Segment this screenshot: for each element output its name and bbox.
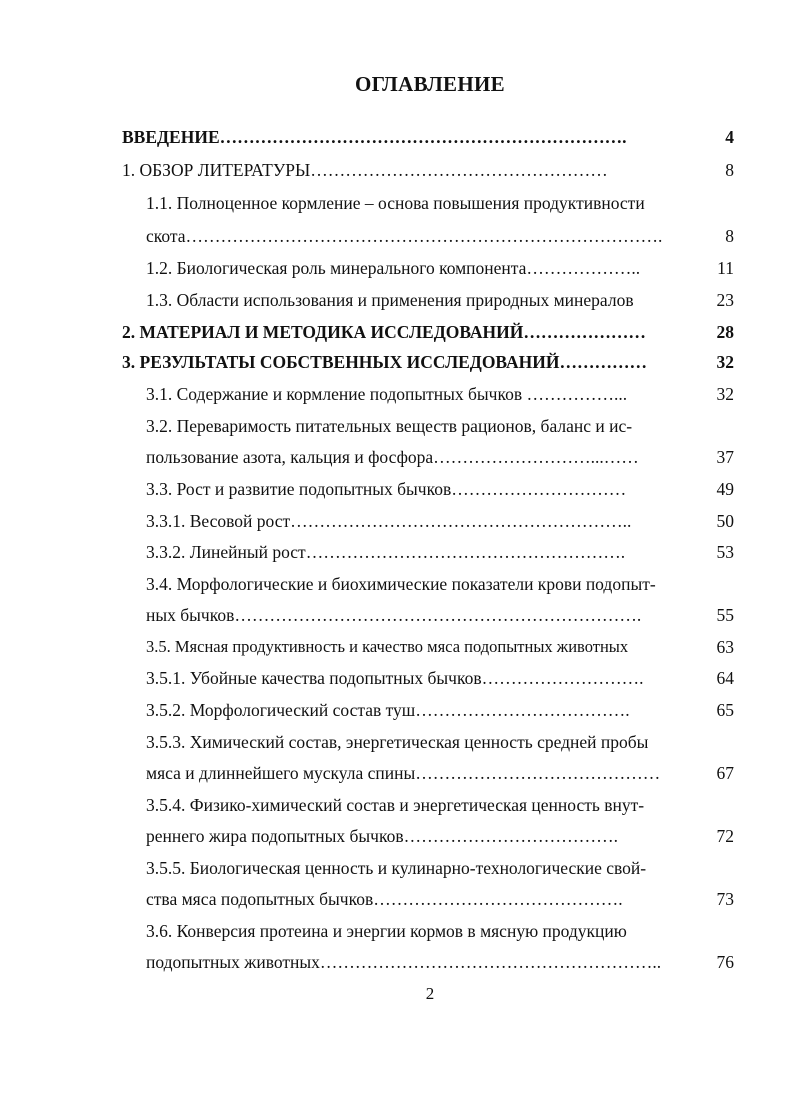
toc-entry-text: 3.5.3. Химический состав, энергетическая ценность средней пробы	[146, 732, 649, 752]
toc-entry-text: пользование азота, кальция и фосфора………………………...……	[146, 447, 639, 467]
toc-entry-text: ства мяса подопытных бычков…………………………………….	[146, 889, 623, 909]
toc-entry-text: 1. ОБЗОР ЛИТЕРАТУРЫ……………………………………………	[122, 160, 608, 180]
toc-entry-text: скота……………………………………………………………………….	[146, 226, 663, 246]
toc-entry-page: 23	[716, 290, 734, 310]
toc-entry-text: 3.5.5. Биологическая ценность и кулинарно-технологические свой-	[146, 858, 647, 878]
toc-entry-text: 3.6. Конверсия протеина и энергии кормов в мясную продукцию	[146, 921, 627, 941]
toc-entry-text: 3.5.4. Физико-химический состав и энергетическая ценность внут-	[146, 795, 645, 815]
toc-entry-page: 50	[716, 511, 734, 531]
toc-entry-text: ВВЕДЕНИЕ…………………………………………………………….	[122, 127, 627, 147]
toc-entry-page: 8	[725, 160, 734, 180]
toc-entry-page: 55	[716, 605, 734, 625]
page-title: ОГЛАВЛЕНИЕ	[355, 72, 505, 96]
toc-entry-text: 1.3. Области использования и применения природных минералов	[146, 290, 634, 310]
toc-entry-text: 3.3.2. Линейный рост……………………………………………….	[146, 542, 626, 562]
toc-entry-text: 3.2. Переваримость питательных веществ рационов, баланс и ис-	[146, 416, 633, 436]
toc-entry-page: 67	[716, 763, 734, 783]
toc-entry-text: 3.5. Мясная продуктивность и качество мяса подопытных животных	[146, 637, 629, 656]
toc-entry-page: 76	[716, 952, 734, 972]
toc-entry-text: 3.1. Содержание и кормление подопытных бычков ……………...	[146, 384, 628, 404]
toc-entry-page: 4	[725, 127, 734, 147]
toc-entry-page: 8	[725, 226, 734, 246]
toc-entry-text: 3.5.2. Морфологический состав туш……………………………….	[146, 700, 630, 720]
toc-entry-text: 2. МАТЕРИАЛ И МЕТОДИКА ИССЛЕДОВАНИЙ…………………	[122, 322, 646, 342]
toc-entry-page: 63	[716, 637, 734, 657]
toc-entry-text: подопытных животных…………………………………………………..	[146, 952, 662, 972]
toc-entry-text: 3.3.1. Весовой рост…………………………………………………..	[146, 511, 632, 531]
toc-entry-text: мяса и длиннейшего мускула спины……………………………………	[146, 763, 661, 783]
toc-entry-page: 28	[716, 322, 734, 342]
toc-entry-text: реннего жира подопытных бычков……………………………….	[146, 826, 618, 846]
toc-entry-page: 32	[716, 384, 734, 404]
toc-entry-page: 49	[716, 479, 734, 499]
page-number: 2	[425, 984, 435, 1003]
toc-entry-text: 3.5.1. Убойные качества подопытных бычков……………………….	[146, 668, 644, 688]
toc-entry-text: 1.1. Полноценное кормление – основа повышения продуктивности	[146, 193, 645, 213]
toc-entry-text: 1.2. Биологическая роль минерального компонента………………..	[146, 258, 641, 278]
toc-entry-page: 73	[716, 889, 734, 909]
toc-entry-text: ных бычков…………………………………………………………….	[146, 605, 642, 625]
toc-entry-page: 65	[716, 700, 734, 720]
toc-entry-text: 3.4. Морфологические и биохимические показатели крови подопыт-	[146, 574, 656, 594]
toc-entry-page: 32	[716, 352, 734, 372]
toc-entry-page: 72	[716, 826, 734, 846]
toc-entry-text: 3. РЕЗУЛЬТАТЫ СОБСТВЕННЫХ ИССЛЕДОВАНИЙ……………	[122, 352, 647, 372]
toc-entry-page: 11	[717, 258, 734, 278]
toc-entry-page: 53	[716, 542, 734, 562]
toc-entry-page: 64	[716, 668, 734, 688]
toc-entry-page: 37	[716, 447, 734, 467]
toc-entry-text: 3.3. Рост и развитие подопытных бычков…………………………	[146, 479, 627, 499]
